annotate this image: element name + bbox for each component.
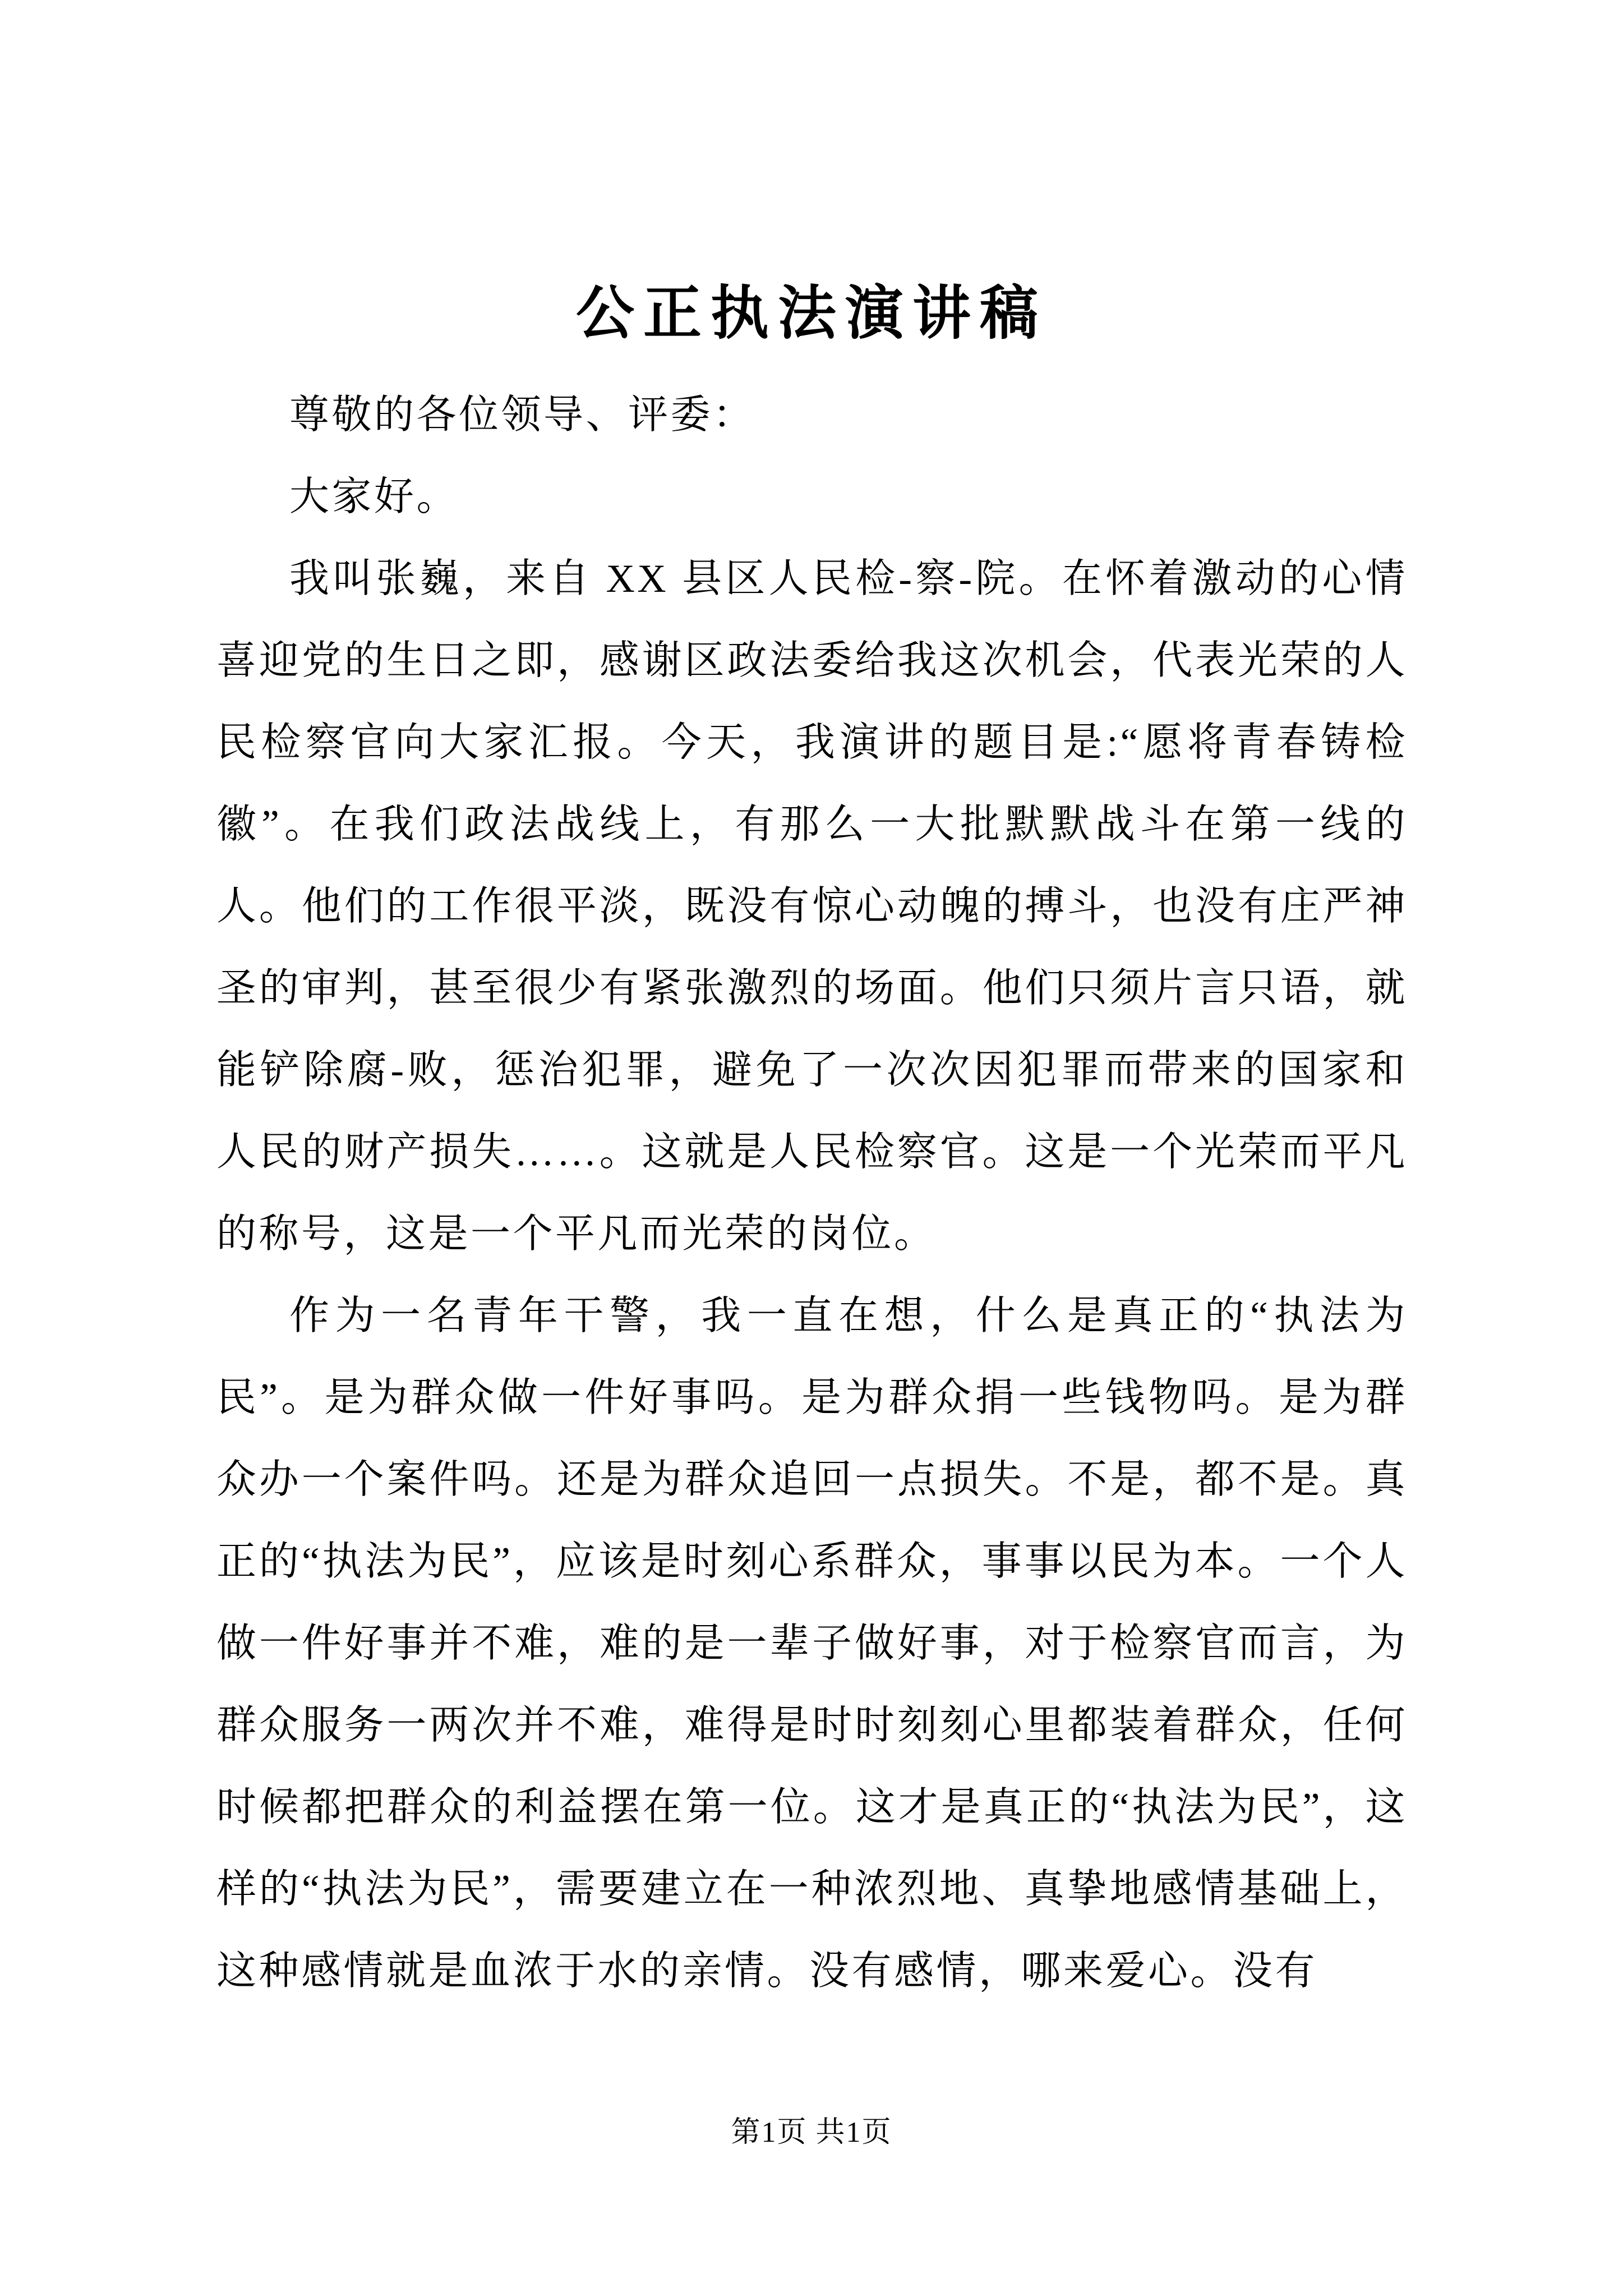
document-body	[216, 374, 1408, 2012]
paragraph-salutation: 尊敬的各位领导、评委：	[289, 393, 755, 438]
paragraph-greeting: 大家好。	[289, 475, 459, 519]
page-footer: 第1页 共1页	[731, 2116, 892, 2148]
paragraph-introduction: 我叫张巍，来自 XX 县区人民检-察-院。在怀着激动的心情喜迎党的生日之即，感谢区政法委给我这次机会，代表光荣的人民检察官向大家汇报。今天，我演讲的题目是:“愿将青春铸检徽”。在我们政法战线上，有那么一大批默默战斗在第一线的人。他们的工作很平淡，既没有惊心动魄的搏斗，也没有庄严神圣的审判，甚至很少有紧张激烈的场面。他们只须片言只语，就能铲除腐-败，惩治犯罪，避免了一次次因犯罪而带来的国家和人民的财产损失……。这就是人民检察官。这是一个光荣而平凡的称号，这是一个平凡而光荣的岗位。	[216, 557, 1408, 1257]
document-title: 公正执法演讲稿	[575, 282, 1047, 346]
paragraph-main: 作为一名青年干警，我一直在想，什么是真正的“执法为民”。是为群众做一件好事吗。是为群众捐一些钱物吗。是为群众办一个案件吗。还是为群众追回一点损失。不是，都不是。真正的“执法为民”，应该是时刻心系群众，事事以民为本。一个人做一件好事并不难，难的是一辈子做好事，对于检察官而言，为群众服务一两次并不难，难得是时时刻刻心里都装着群众，任何时候都把群众的利益摆在第一位。这才是真正的“执法为民”，这样的“执法为民”，需要建立在一种浓烈地、真挚地感情基础上，这种感情就是血浓于水的亲情。没有感情，哪来爱心。没有	[216, 1294, 1408, 1994]
